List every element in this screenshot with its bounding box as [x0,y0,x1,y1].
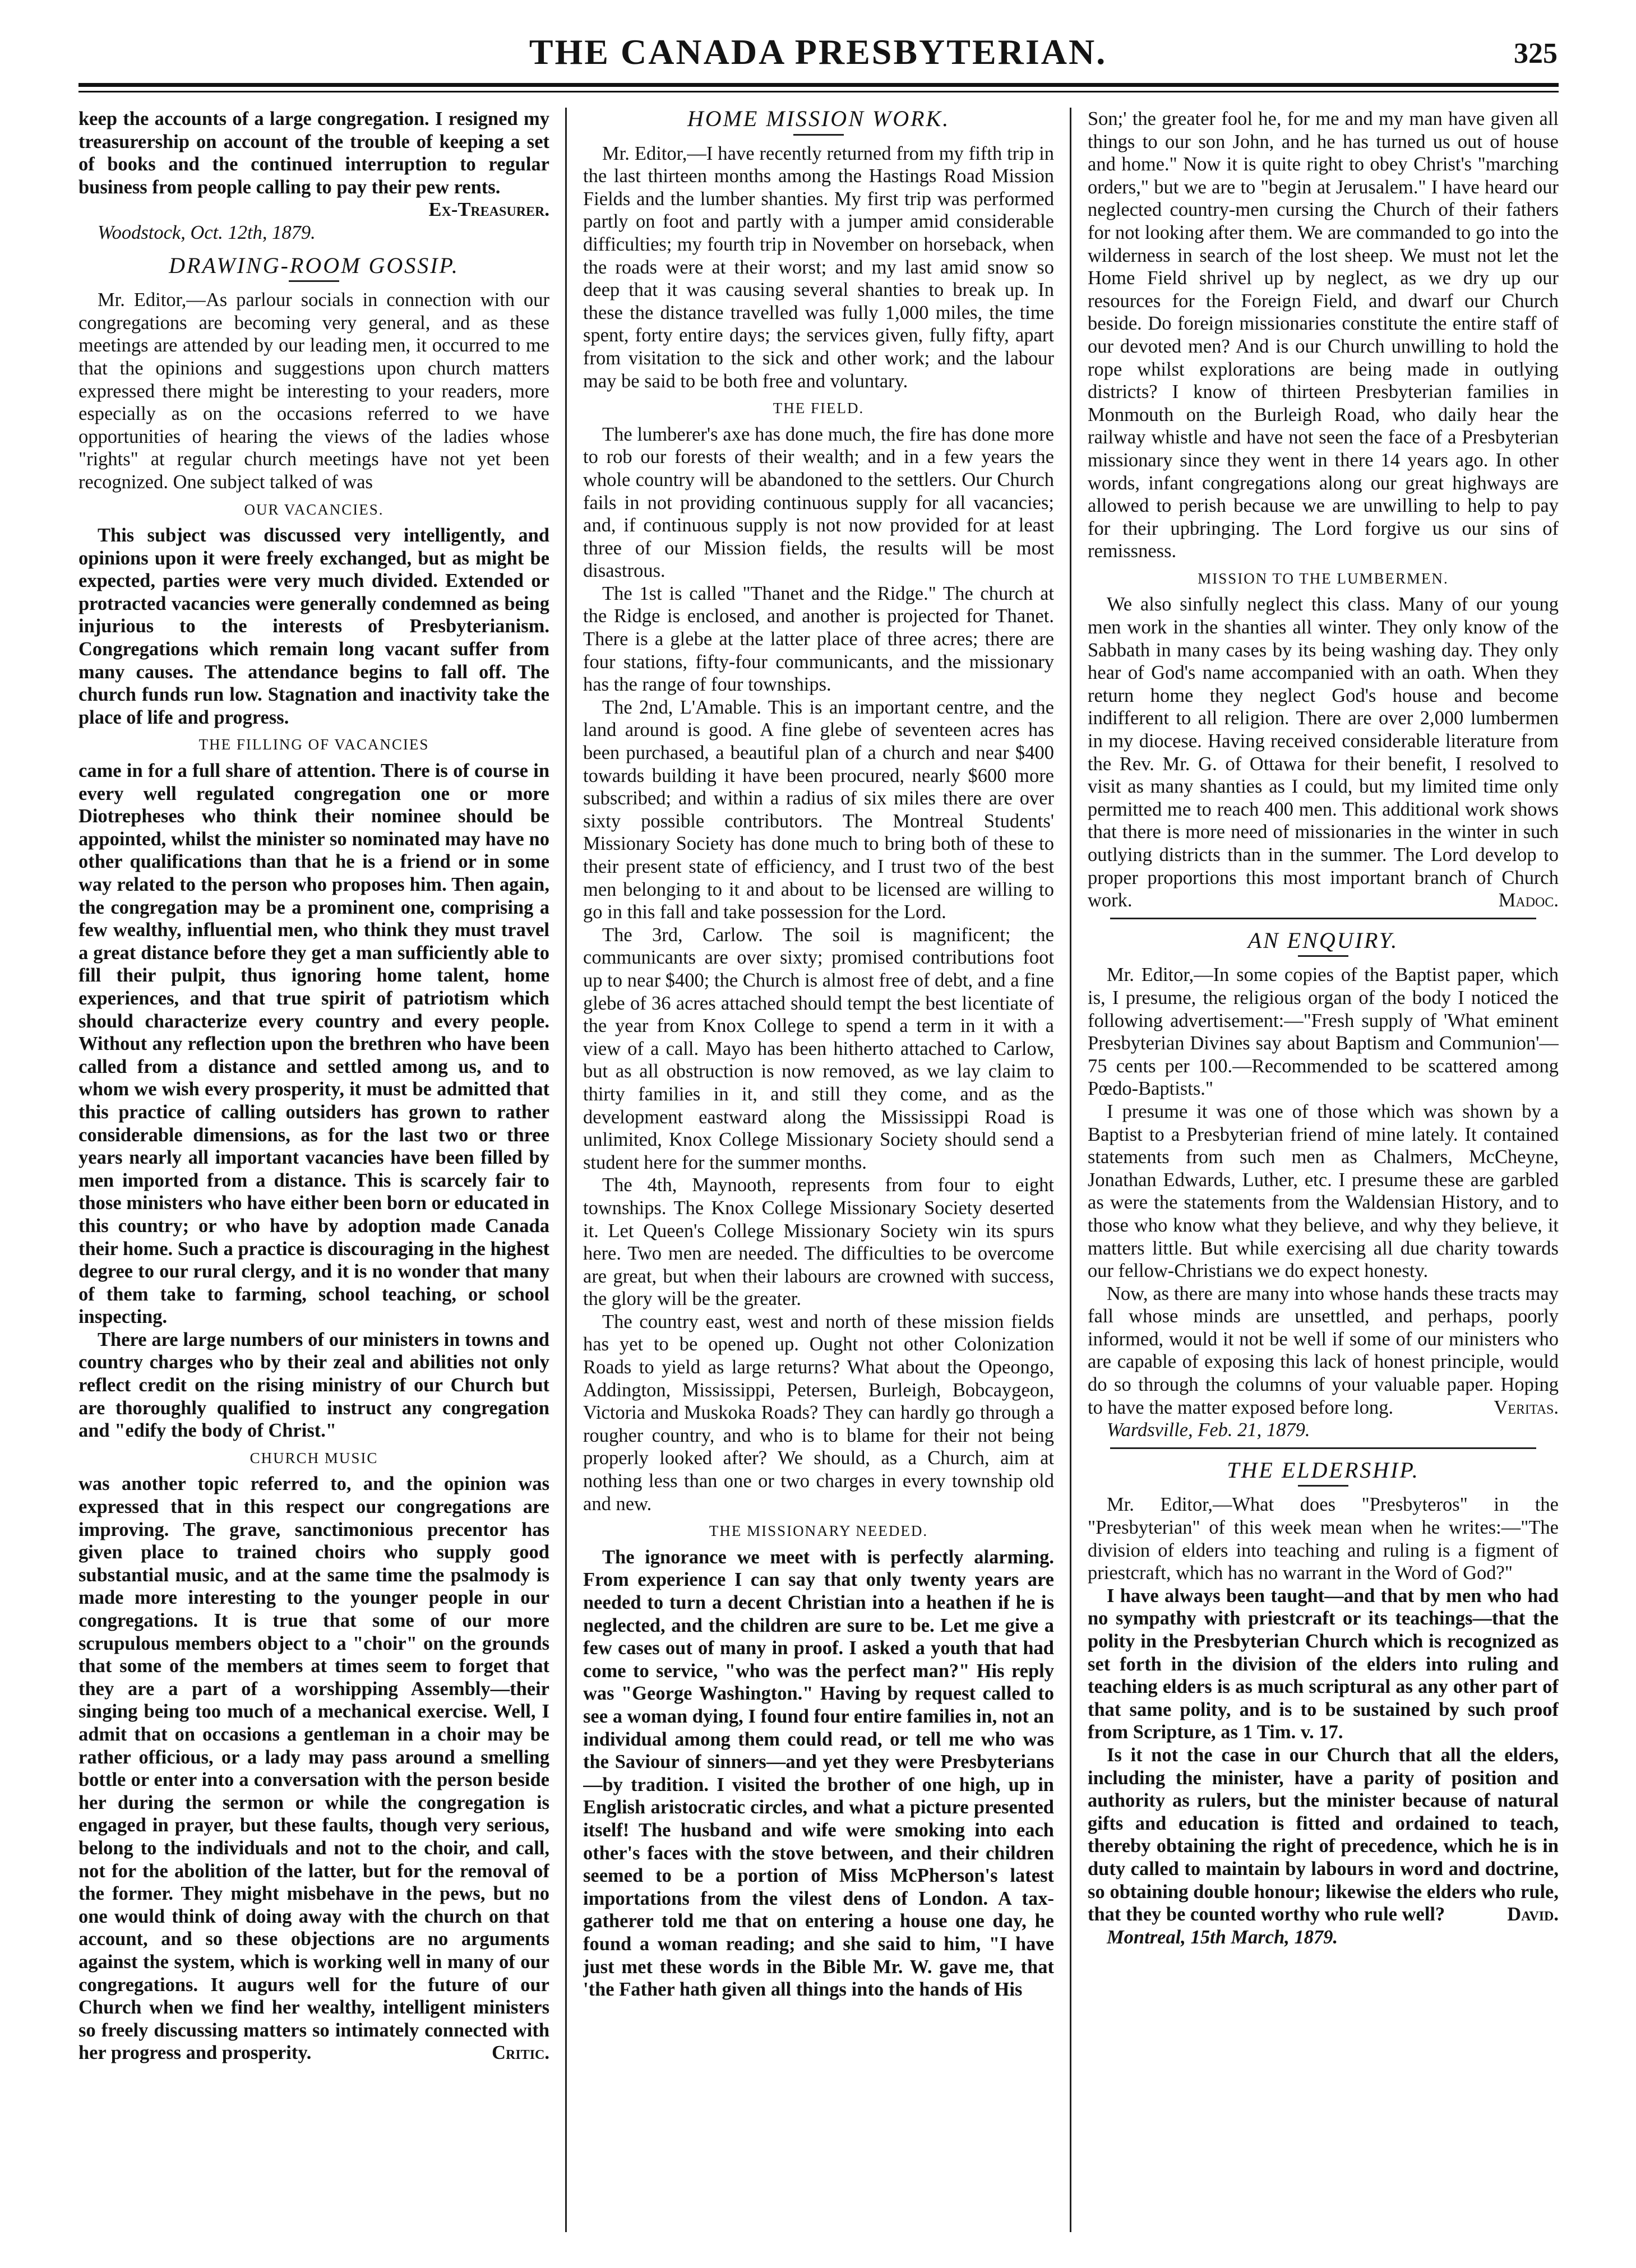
article-title-drawing-room-gossip: DRAWING-ROOM GOSSIP. [169,252,459,278]
paragraph: I presume it was one of those which was shown by a Baptist to a Presbyterian friend of mine lately. It contained statements from such men as Chalmers, McCheyne, Jonathan Edwards, Luther, etc. I presume these are garbled as were the statements from the Waldensian History, and to those who know what they believe, and why they believe, it matters little. But while exercising all due charity towards our fellow-Christians we do expect honesty. [1088,1100,1559,1282]
masthead-rule-thick [78,83,1559,87]
paragraph: Mr. Editor,—I have recently returned from my fifth trip in the last thirteen months among the Hastings Road Mission Fields and the lumber shanties. My first trip was performed partly on foot and partly with a jumper amid considerable difficulties; my fourth trip in November on horseback, when the roads were at their worst; and my last amid snow so deep that it was causing several shanties to break up. In these the distance travelled was fully 1,000 miles, the time spent, forty entire days; the services given, fully fifty, apart from visitation to the sick and other work; and the labour may be said to be both free and voluntary. [583,142,1054,392]
column-divider-1 [565,108,567,2232]
signature-madoc: Madoc. [1498,890,1559,911]
page-number: 325 [1514,38,1558,70]
subheading-filling-vacancies: THE FILLING OF VACANCIES [198,736,429,753]
subheading-mission-to-lumbermen: MISSION TO THE LUMBERMEN. [1198,570,1449,587]
paragraph: This subject was discussed very intelligently, and opinions upon it were freely exchanged, but as might be expected, parties were very much divided. Extended or protracted vacancies were generally condemned as being injurious to the interests of Presbyterianism. Congregations which remain long vacant suffer from many causes. The attendance begins to fall off. The church funds run low. Stagnation and inactivity take the place of life and progress. [78,525,549,728]
signature-david: David. [1507,1904,1559,1926]
column-divider-2 [1070,108,1071,2232]
title-rule [1298,955,1348,957]
article-separator [1110,1447,1536,1449]
paragraph: Mr. Editor,—As parlour socials in connection with our congregations are becoming very general, and as these meetings are attended by our leading men, it occurred to me that the opinions and suggestions upon church matters expressed there might be interesting to your readers, more especially as on the occasions referred to we have opportunities of hearing the views of the ladies whose "rights" at regular church meetings have not yet been recognized. One subject talked of was [78,289,549,493]
signature-critic: Critic. [492,2042,549,2064]
paragraph: Now, as there are many into whose hands these tracts may fall whose minds are unsettled, and perhaps, poorly informed, would it not be well if some of our ministers who are capable of exposing this lack of honest principle, would do so through the columns of your valuable paper. Hoping to have the matter exposed before long. Veritas. [1088,1283,1559,1418]
title-rule [793,134,844,136]
column-3 [1088,108,1559,2243]
signature-veritas: Veritas. [1494,1396,1559,1418]
subheading-the-field: THE FIELD. [773,400,865,417]
paragraph: There are large numbers of our ministers in towns and country charges who by their zeal and abilities not only reflect credit on the rising ministry of our Church but are thoroughly qualified to instruct any congregation and "edify the body of Christ." [78,1329,549,1442]
paragraph: Mr. Editor,—What does "Presbyteros" in the "Presbyterian" of this week mean when he writes:—"The division of elders into teaching and ruling is a figment of priestcraft, which has no warrant in the Word of God?" [1088,1494,1559,1584]
masthead-title: THE CANADA PRESBYTERIAN. [529,32,1107,72]
paragraph: The 1st is called "Thanet and the Ridge." The church at the Ridge is enclosed, and another is projected for Thanet. There is a glebe at the latter place of three acres; there are four stations, fifty-four communicants, and the missionary has the range of four townships. [583,582,1054,696]
column-1 [78,108,549,2243]
paragraph: Son;' the greater fool he, for me and my man have given all things to our son John, and he has turned us out of house and home." Now it is quite right to obey Christ's "marching orders," but we are to "begin at Jerusalem." I have heard our neglected country-men cursing the Church of their fathers for not looking after them. We are commanded to go into the wilderness in search of the lost sheep. We must not let the Home Field shrivel up by neglect, as we dry up our resources for the Foreign Field, and dwarf our Church beside. Do foreign missionaries constitute the entire staff of our devoted men? And is our Church unwilling to hold the rope whilst explorations are being made in outlying districts? I know of thirteen Presbyterian families in Monmouth on the Burleigh Road, who daily hear the railway whistle and have not seen the face of a Presbyterian missionary since they went in there 14 years ago. In other words, infant congregations along our great highways are allowed to perish because we are unwilling to help to pay for their upbringing. The Lord forgive us our sins of remissness. [1088,108,1559,562]
title-rule [289,280,339,282]
subheading-missionary-needed: THE MISSIONARY NEEDED. [709,1522,928,1540]
signature-ex-treasurer: Ex-Treasurer. [428,199,549,221]
dateline-wardsville: Wardsville, Feb. 21, 1879. [1107,1419,1310,1441]
paragraph: Is it not the case in our Church that all the elders, including the minister, have a parity of position and authority as rulers, but the minister because of natural gifts and education is fitted and ordained to teach, thereby obtaining the right of precedence, which he is in duty called to maintain by labours in word and doctrine, so obtaining double honour; likewise the elders who rule, that they be counted worthy who rule well? David. [1088,1744,1559,1926]
article-title-an-enquiry: AN ENQUIRY. [1247,927,1399,953]
dateline-montreal: Montreal, 15th March, 1879. [1107,1926,1338,1948]
dateline-woodstock: Woodstock, Oct. 12th, 1879. [98,221,316,243]
paragraph: The country east, west and north of these mission fields has yet to be opened up. Ought not other Colonization Roads to yield as large returns? What about the Opeongo, Addington, Mississippi, Petersen, Burleigh, Bobcaygeon, Victoria and Muskoka Roads? They can hardly go through a rougher country, and who is to blame for their not being properly looked after? We should, as a Church, aim at nothing less than one or two charges in every township old and new. [583,1311,1054,1515]
article-separator [1110,918,1536,919]
paragraph: The ignorance we meet with is perfectly alarming. From experience I can say that only twenty years are needed to turn a decent Christian into a heathen if he is neglected, and the children are sure to be. Let me give a few cases out of many in proof. I asked a youth that had come to service, "who was the perfect man?" His reply was "George Washington." Having by request called to see a woman dying, I found four entire families in, not an individual among them could read, or tell me who was the Saviour of sinners—and yet they were Presbyterians—by tradition. I visited the brother of one high, up in English aristocratic circles, and what a picture presented itself! The husband and wife were smoking into each other's faces with the stove between, and their children seemed to be a portion of Miss McPherson's latest importations from the vilest dens of London. A tax-gatherer told me that on entering a house one day, he found a woman reading; and she said to him, "I have just met these words in the Bible Mr. W. gave me, that 'the Father hath given all things into the hands of His [583,1546,1054,2001]
paragraph: The 4th, Maynooth, represents from four to eight townships. The Knox College Missionary Society deserted it. Let Queen's College Missionary Society win its spurs here. Two men are needed. The difficulties to be overcome are great, but when their labours are crowned with success, the glory will be the greater. [583,1174,1054,1310]
subheading-our-vacancies: OUR VACANCIES. [244,501,384,518]
title-rule [1298,1485,1348,1487]
paragraph: Mr. Editor,—In some copies of the Baptist paper, which is, I presume, the religious organ of the body I noticed the following advertisement:—"Fresh supply of 'What eminent Presbyterian Divines say about Baptism and Communion'—75 cents per 100.—Recommended to be scattered among Pœdo-Baptists." [1088,964,1559,1100]
article-title-the-eldership: THE ELDERSHIP. [1227,1457,1420,1483]
subheading-church-music: CHURCH MUSIC [249,1449,378,1466]
article-title-home-mission-work: HOME MISSION WORK. [687,108,950,131]
paragraph: The 2nd, L'Amable. This is an important centre, and the land around is good. A fine glebe of seventeen acres has been purchased, a beautiful plan of a church and near $400 towards building it have been procured, nearly $600 more subscribed; and within a radius of six miles there are over sixty possible contributors. The Montreal Students' Missionary Society has done much to bring both of these to their present state of efficiency, and I trust two of the best men belonging to it and about to be licensed are willing to go in this fall and take possession for the Lord. [583,696,1054,923]
paragraph: came in for a full share of attention. There is of course in every well regulated congregation one or more Diotrepheses who think their nominee should be appointed, whilst the minister so nominated may have no other qualifications than that he is a friend or in some way related to the person who proposes him. Then again, the congregation may be a prominent one, comprising a few wealthy, influential men, who think they must travel a great distance before they get a man sufficiently able to fill their pulpit, thus ignoring home talent, home experiences, and that true spirit of patriotism which should characterize every country and every people. Without any reflection upon the brethren who have been called from a distance and settled among us, and to whom we wish every prosperity, it must be admitted that this practice of calling outsiders has grown to rather considerable dimensions, as for the last two or three years nearly all important vacancies have been filled by men imported from a distance. This is scarcely fair to those ministers who have either been born or educated in this country; or who have by adoption made Canada their home. Such a practice is discouraging in the highest degree to our rural clergy, and it is no wonder that many of them take to farming, school teaching, or school inspecting. [78,760,549,1328]
paragraph: The 3rd, Carlow. The soil is magnificent; the communicants are over sixty; promised contributions foot up to near $400; the Church is almost free of debt, and a fine glebe of 36 acres attached should tempt the best licentiate of the year from Knox College to spend a term in it with a view of a call. Mayo has been hitherto attached to Carlow, but as all obstruction is now removed, as we lay claim to thirty families in it, and still they come, and as the development eastward along the Mississippi Road is unlimited, Knox College Missionary Society should send a student here for the summer months. [583,924,1054,1173]
paragraph: I have always been taught—and that by men who had no sympathy with priestcraft or its teachings—that the polity in the Presbyterian Church which is recognized as set forth in the division of the elders into ruling and teaching elders is as much scriptural as any other part of that same polity, and is to be sustained by such proof from Scripture, as 1 Tim. v. 17. [1088,1585,1559,1743]
masthead-rule-thin [78,91,1559,92]
paragraph: was another topic referred to, and the opinion was expressed that in this respect our congregations are improving. The grave, sanctimonious precentor has given place to trained choirs who supply good substantial music, and at the same time the psalmody is made more interesting to the younger people in our congregations. It is true that some of our more scrupulous members object to a "choir" on the grounds that some of the members at times seem to forget that they are a part of a worshipping Assembly—their singing being too much of a mechanical exercise. Well, I admit that on occasions a gentleman in a choir may be rather officious, or a lady may pass around a smelling bottle or enter into a conversation with the person beside her during the sermon or while the congregation is engaged in prayer, but these faults, though very serious, belong to the individuals and not to the choir, and call, not for the abolition of the latter, but for the removal of the former. They might misbehave in the pews, but no one would think of doing away with the church on that account, and so these objections are no arguments against the system, which is working well in many of our congregations. It augurs well for the future of our Church when we find her wealthy, intelligent ministers so freely discussing matters so intimately connected with her progress and prosperity. Critic. [78,1473,549,2064]
column-2 [583,108,1054,2243]
letter-ending-paragraph: keep the accounts of a large congregation. I resigned my treasurership on account of the trouble of keeping a set of books and the continued interruption to regular business from people calling to pay their pew rents. Ex-Treasurer. [78,108,549,221]
paragraph: The lumberer's axe has done much, the fire has done more to rob our forests of their wealth; and in a few years the whole country will be abandoned to the settlers. Our Church fails in not providing continuous supply for all vacancies; and, if continuous supply is not now provided for at least three of our Mission fields, the results will be most disastrous. [583,423,1054,582]
paragraph: We also sinfully neglect this class. Many of our young men work in the shanties all winter. They only know of the Sabbath in many cases by its being washing day. They only hear of God's name accompanied with an oath. When they return home they neglect God's house and become indifferent to all religion. There are over 2,000 lumbermen in my diocese. Having received considerable literature from the Rev. Mr. G. of Ottawa for their benefit, I resolved to visit as many shanties as I could, but my limited time only permitted me to reach 400 men. This additional work shows that there is more need of missionaries in the winter in such outlying districts than in the summer. The Lord develop to proper proportions this most important branch of Church work. Madoc. [1088,594,1559,911]
